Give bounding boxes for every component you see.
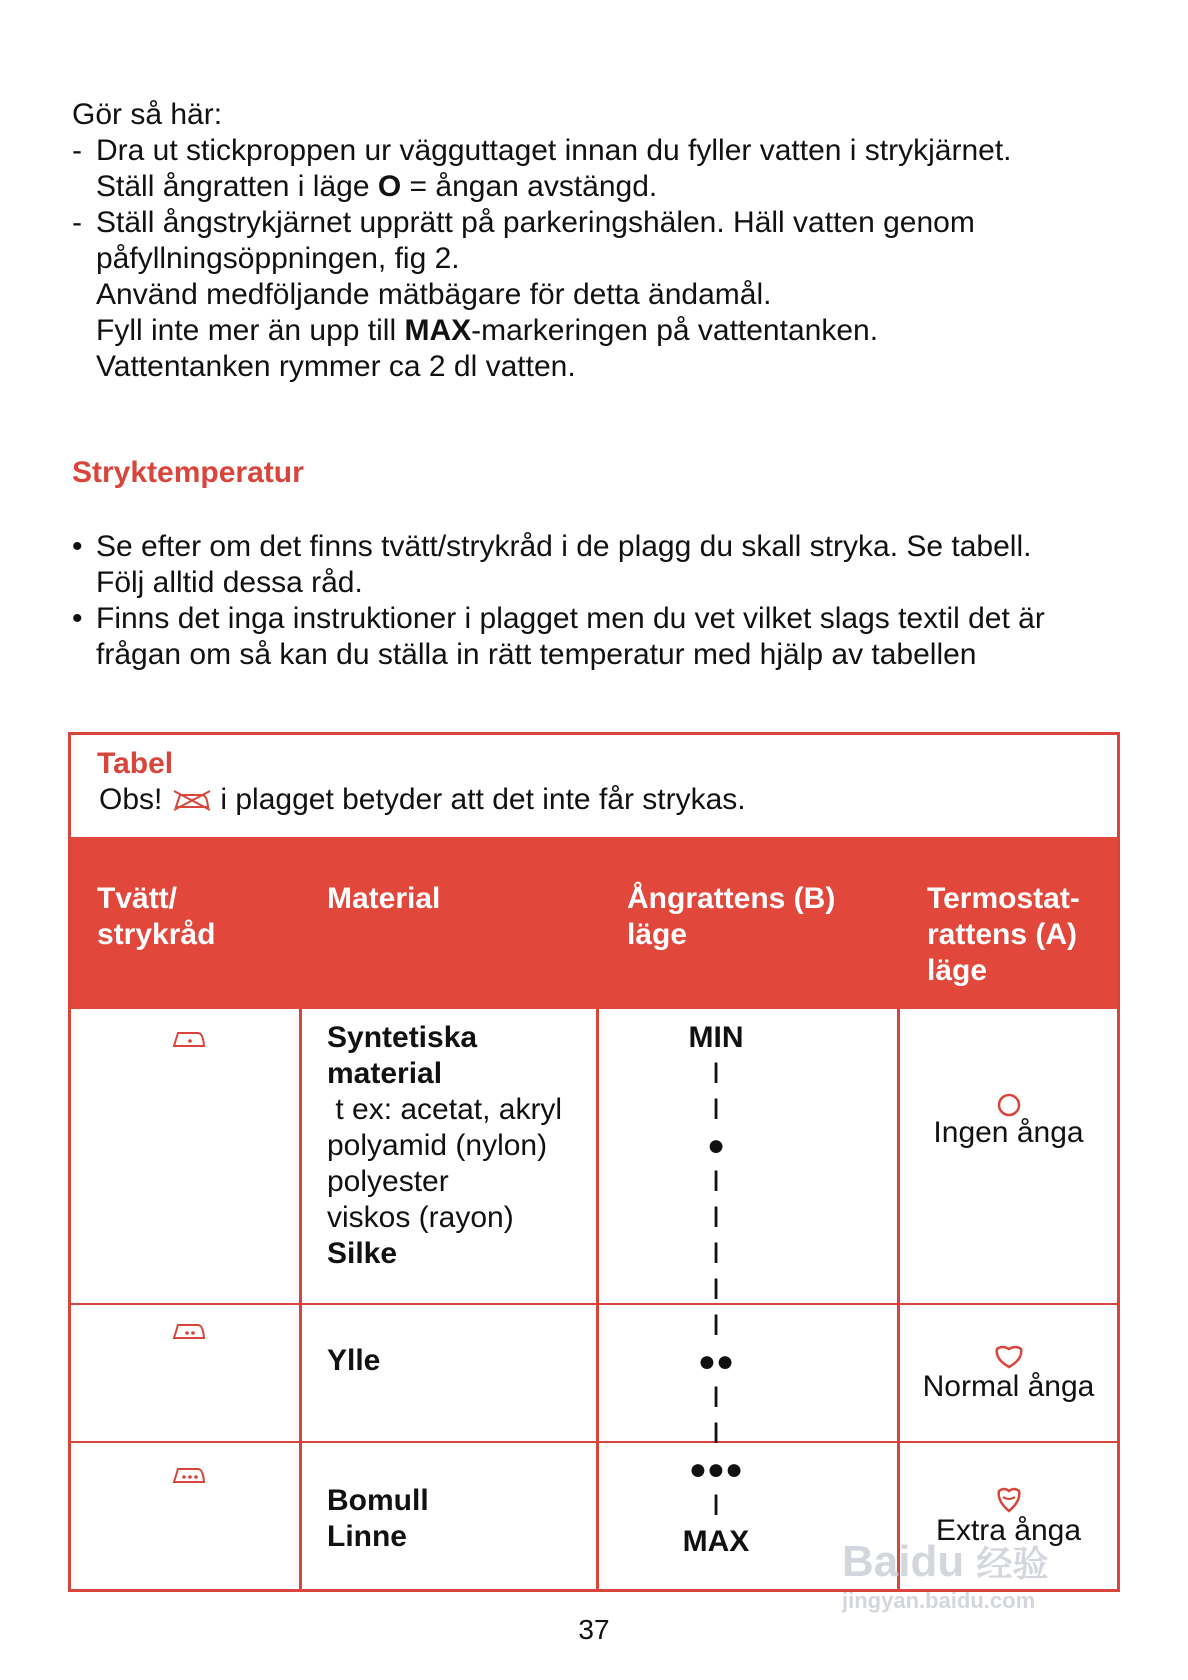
- normal-steam-icon: [993, 1343, 1025, 1371]
- table-header-box: [71, 735, 1117, 837]
- tip-text: Se efter om det finns tvätt/strykråd i de plagg du skall stryka. Se tabell.: [96, 530, 1032, 563]
- table-title: Tabel: [97, 747, 174, 780]
- material-detail: polyamid (nylon): [327, 1129, 548, 1162]
- material-cotton-linen: [327, 1483, 429, 1555]
- dial-max-label: MAX: [682, 1525, 750, 1558]
- table-head-row: [71, 837, 1117, 1009]
- instruction-text-part: -markeringen på vattentanken.: [471, 314, 879, 347]
- steam-dial-scale: [611, 1020, 821, 1560]
- header-text: Termostat-: [927, 882, 1080, 915]
- dial-three-dots: ●●●: [688, 1453, 744, 1486]
- instruction-item: [72, 133, 1132, 169]
- header-text: rattens (A): [927, 918, 1078, 951]
- dial-tick: I: [711, 1309, 721, 1342]
- header-text: läge: [927, 954, 988, 987]
- header-text: strykråd: [97, 918, 216, 951]
- steam-setting-none: Ingen ånga: [933, 1116, 1084, 1149]
- header-steam-dial: [627, 881, 835, 953]
- max-label: MAX: [404, 314, 472, 347]
- column-divider: [299, 1009, 302, 1589]
- iron-one-dot-icon: [171, 1027, 207, 1049]
- dial-tick: I: [711, 1201, 721, 1234]
- material-wool: [327, 1343, 380, 1379]
- instruction-text-part: = ångan avstängd.: [401, 170, 658, 203]
- iron-two-dots-icon: [171, 1319, 207, 1341]
- note-text: i plagget betyder att det inte får strykas.: [220, 783, 746, 816]
- dial-tick: I: [711, 1165, 721, 1198]
- dash-bullet: -: [72, 134, 82, 167]
- section-title: Stryktemperatur: [72, 456, 304, 489]
- dial-tick: I: [711, 1489, 721, 1522]
- page-number: 37: [578, 1614, 610, 1645]
- column-divider: [897, 1009, 900, 1589]
- column-divider: [596, 1009, 599, 1589]
- instruction-text: påfyllningsöppningen, fig 2.: [96, 242, 460, 275]
- watermark-brand: du: [910, 1537, 965, 1586]
- no-iron-icon: [172, 788, 212, 812]
- instruction-text: Dra ut stickproppen ur vägguttaget innan du fyller vatten i strykjärnet.: [96, 134, 1012, 167]
- dial-tick: I: [711, 1237, 721, 1270]
- material-synthetic: [327, 1020, 562, 1272]
- tip-item: [72, 601, 1142, 637]
- dial-tick: I: [711, 1057, 721, 1090]
- header-material: Material: [327, 882, 441, 915]
- bullet-dot: •: [72, 602, 83, 635]
- watermark-brand: Bai: [842, 1537, 911, 1586]
- material-detail: viskos (rayon): [327, 1201, 514, 1234]
- instruction-text: [72, 169, 1132, 205]
- dial-one-dot: ●: [706, 1129, 726, 1162]
- instruction-text: Vattentanken rymmer ca 2 dl vatten.: [96, 350, 576, 383]
- header-care-label: [97, 881, 215, 953]
- dial-tick: I: [711, 1381, 721, 1414]
- dial-min-label: MIN: [688, 1021, 744, 1054]
- extra-steam-icon: [995, 1485, 1023, 1515]
- tip-text: frågan om så kan du ställa in rätt temperatur med hjälp av tabellen: [96, 638, 977, 671]
- instruction-text-part: Ställ ångratten i läge: [96, 170, 378, 203]
- instructions: [72, 97, 1132, 385]
- material-name: Linne: [327, 1520, 407, 1553]
- material-name: Ylle: [327, 1344, 381, 1377]
- position-o-label: O: [377, 170, 402, 203]
- iron-three-dots-icon: [171, 1463, 207, 1485]
- watermark-cn: 经验: [976, 1543, 1049, 1584]
- dash-bullet: -: [72, 206, 82, 239]
- material-name: Bomull: [327, 1484, 429, 1517]
- dial-tick: I: [711, 1093, 721, 1126]
- tip-text: Finns det inga instruktioner i plagget men du vet vilket slags textil det är: [96, 602, 1045, 635]
- tip-item: [72, 529, 1142, 565]
- material-detail: polyester: [327, 1165, 449, 1198]
- dial-two-dots: ●●: [697, 1345, 735, 1378]
- table-note: [99, 783, 746, 817]
- row-divider: [71, 1303, 1117, 1305]
- steam-setting-extra: Extra ånga: [935, 1514, 1082, 1547]
- header-text: Tvätt/: [97, 882, 178, 915]
- instruction-text: Ställ ångstrykjärnet upprätt på parkeringshälen. Häll vatten genom: [96, 206, 975, 239]
- instruction-text: [72, 313, 1132, 349]
- material-name: Syntetiska: [327, 1021, 478, 1054]
- steam-setting-normal: Normal ånga: [922, 1370, 1095, 1403]
- bullet-dot: •: [72, 530, 83, 563]
- dial-tick: I: [711, 1417, 721, 1450]
- ironing-table: [68, 732, 1120, 1592]
- note-obs: Obs!: [99, 783, 163, 816]
- instruction-item: [72, 205, 1132, 241]
- instructions-heading: Gör så här:: [72, 98, 223, 131]
- instruction-text-part: Fyll inte mer än upp till: [96, 314, 405, 347]
- watermark: [842, 1538, 1049, 1614]
- dial-tick: I: [711, 1273, 721, 1306]
- material-name: material: [327, 1057, 443, 1090]
- header-text: Ångrattens (B): [627, 882, 836, 915]
- header-text: läge: [627, 918, 688, 951]
- instruction-text: Använd medföljande mätbägare för detta ändamål.: [96, 278, 772, 311]
- tips-list: [72, 529, 1142, 673]
- tip-text: Följ alltid dessa råd.: [96, 566, 363, 599]
- watermark-url: jingyan.baidu.com: [842, 1588, 1036, 1613]
- row-divider: [71, 1441, 1117, 1443]
- material-detail: t ex: acetat, akryl: [327, 1093, 563, 1126]
- header-thermostat: [927, 881, 1080, 989]
- material-name: Silke: [327, 1237, 398, 1270]
